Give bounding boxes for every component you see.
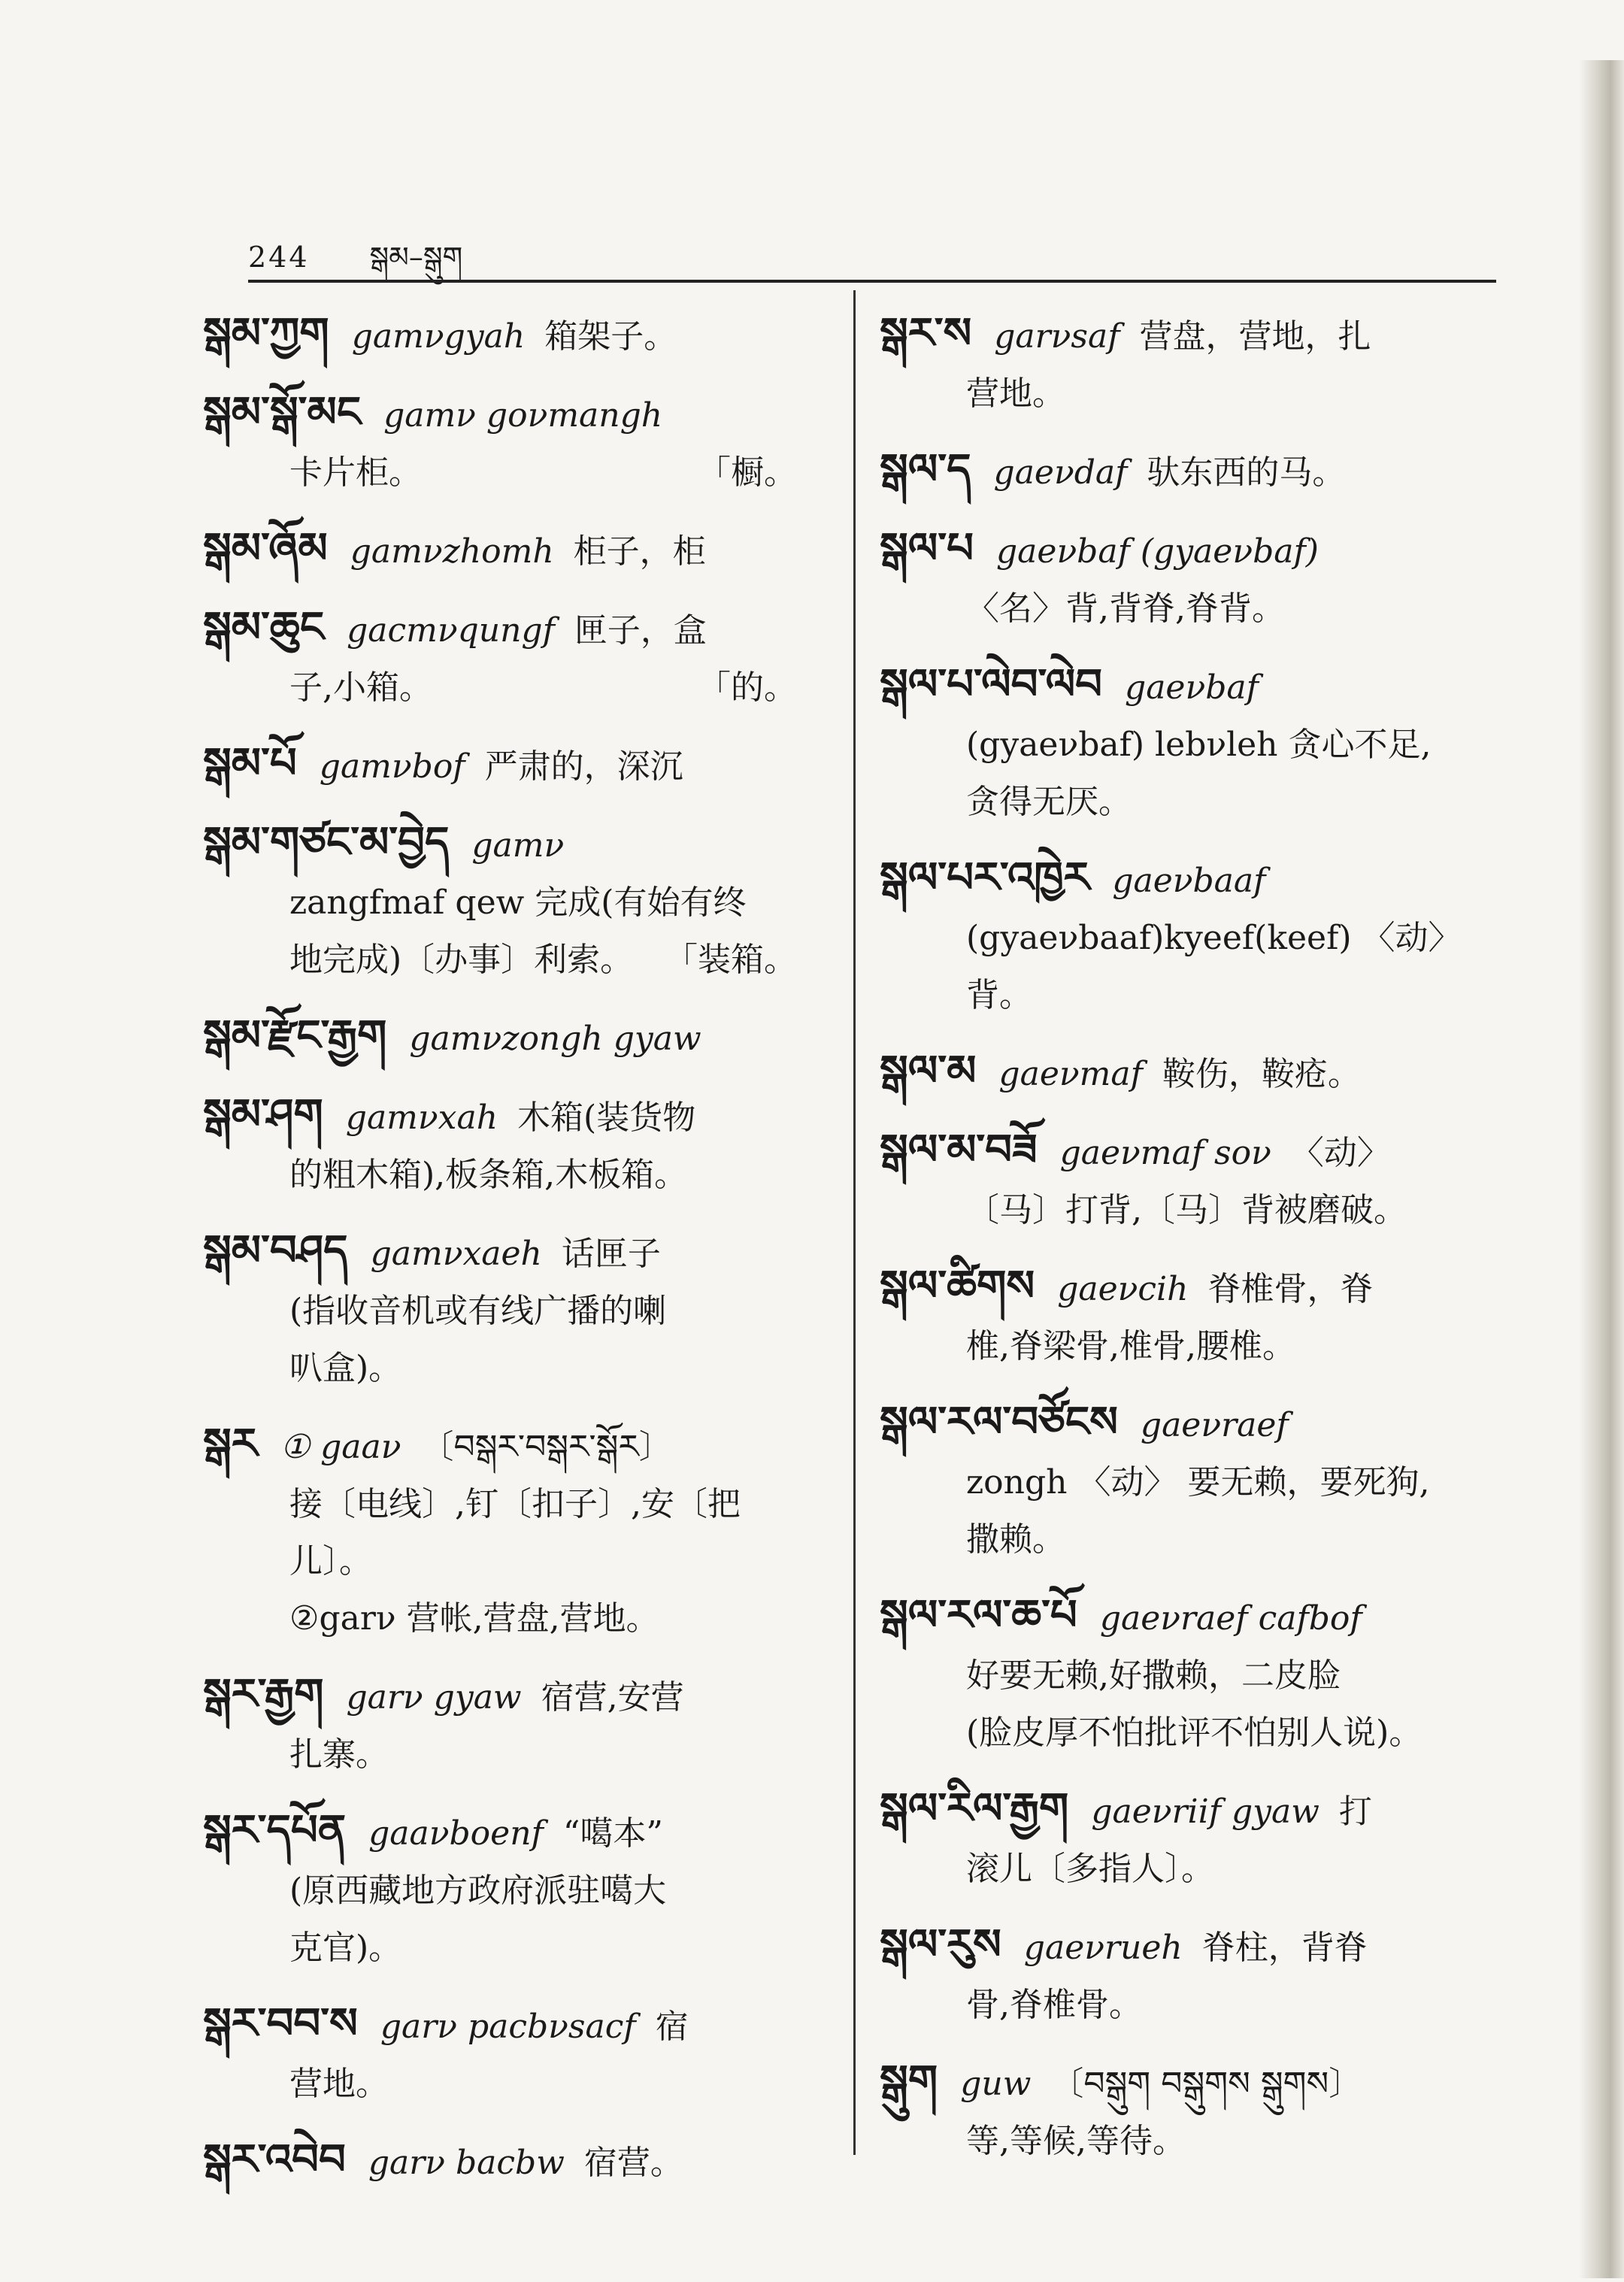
romanization: gaeνmaf soν — [1059, 1134, 1271, 1172]
definition-continued: 克官)。 — [289, 1929, 402, 1967]
definition: 〔马〕打背,〔马〕背被磨破。 — [966, 1191, 1407, 1229]
definition: zongh 〈动〉 要无赖，要死狗, — [966, 1463, 1430, 1502]
tibetan-headword: སྒར་ས — [880, 308, 972, 358]
tibetan-headword: སྒལ་ད — [880, 444, 971, 494]
romanization: guw — [960, 2065, 1032, 2103]
romanization: ① gaaν — [280, 1428, 401, 1466]
dictionary-entry — [880, 1780, 1496, 1898]
dictionary-entry — [880, 2052, 1496, 2170]
definition-continued: 营地。 — [289, 2065, 389, 2103]
romanization: garνsaf — [994, 317, 1120, 356]
definition: 好要无赖,好撒赖，二皮脸 — [966, 1656, 1341, 1695]
definition: 宿营。 — [583, 2144, 683, 2182]
dictionary-entry — [880, 1916, 1496, 2034]
dictionary-entry — [203, 599, 797, 717]
continuation-note: 「的。 — [698, 668, 797, 707]
tibetan-headword: སྒུག — [880, 2056, 938, 2105]
verb-forms: 〔བསྒུག བསྒུགས སྒུགས〕 — [1050, 2065, 1362, 2103]
definition: zangfmaf qew 完成(有始有终 — [289, 883, 747, 922]
dictionary-entry — [203, 1086, 797, 1204]
romanization: gaeνraef — [1140, 1406, 1289, 1444]
dictionary-entry — [203, 1415, 797, 1647]
dictionary-entry — [203, 814, 797, 989]
tibetan-headword: སྒལ་རུས — [880, 1920, 1001, 1969]
running-head: སྒམ–སྒུག — [369, 241, 463, 274]
tibetan-headword: སྒར — [203, 1419, 258, 1468]
romanization: garν gyaw — [346, 1678, 522, 1717]
column-divider — [853, 290, 856, 2155]
romanization: gamνbof — [319, 747, 465, 786]
tibetan-headword: སྒམ་སྒོ་མང — [203, 387, 362, 437]
dictionary-entry — [880, 1121, 1496, 1239]
definition-continued: 子,小箱。 「的。 — [203, 659, 797, 717]
dictionary-entry — [203, 520, 797, 580]
definition: 木箱(装货物 — [517, 1099, 696, 1137]
definition-continued: 叭盒)。 — [289, 1349, 402, 1387]
tibetan-headword: སྒལ་མ་བཟོ — [880, 1125, 1038, 1174]
tibetan-headword: སྒམ་བཤད — [203, 1226, 348, 1275]
tibetan-headword: སྒམ་ཤག — [203, 1089, 323, 1139]
definition-continued: (脸皮厚不怕批评不怕别人说)。 — [966, 1714, 1423, 1752]
tibetan-headword: སྒམ་རྫོང་རྒྱག — [203, 1011, 387, 1060]
definition-continued: 椎,脊梁骨,椎骨,腰椎。 — [966, 1327, 1295, 1365]
definition: (gyaeνbaf) lebνleh 贪心不足, — [966, 726, 1432, 764]
definition: 卡片柜。 「橱。 — [203, 444, 797, 502]
definition: 〈名〉背,背脊,脊背。 — [966, 589, 1285, 628]
part-of-speech: 〈动〉 — [1290, 1134, 1390, 1172]
continuation-note: 「装箱。 — [665, 941, 797, 979]
definition: 柜子，柜 — [573, 532, 706, 571]
right-column — [880, 305, 1496, 2188]
tibetan-headword: སྒལ་རིལ་རྒྱག — [880, 1783, 1069, 1833]
romanization: gaeνmaf — [998, 1055, 1143, 1093]
tibetan-headword: སྒམ་པོ — [203, 738, 297, 788]
romanization: gaeνbaaf — [1112, 862, 1266, 900]
tibetan-headword: སྒར་བབ་ས — [203, 1999, 358, 2048]
romanization: gaeνbaf (gyaeνbaf) — [996, 532, 1319, 571]
page-number: 244 — [248, 241, 310, 274]
definition-continued: 的粗木箱),板条箱,木板箱。 — [289, 1156, 688, 1194]
tibetan-headword: སྒལ་པ་ལེབ་ལེབ — [880, 659, 1103, 709]
definition-continued: 地完成)〔办事〕利索。 「装箱。 — [203, 932, 797, 989]
dictionary-entry — [880, 441, 1496, 502]
tibetan-headword: སྒར་འབེབ — [203, 2135, 346, 2184]
romanization: gaaνboenf — [368, 1814, 544, 1853]
tibetan-headword: སྒལ་རལ་ཆ་པོ — [880, 1590, 1077, 1640]
dictionary-entry — [880, 1257, 1496, 1375]
definition-continued: 撒赖。 — [966, 1520, 1065, 1559]
romanization: gamνzongh gyaw — [409, 1020, 701, 1058]
tibetan-headword: སྒར་རྒྱག — [203, 1669, 324, 1719]
romanization: garν pacbνsacf — [380, 2008, 636, 2046]
definition: 脊椎骨，脊 — [1207, 1270, 1374, 1308]
definition: 驮东西的马。 — [1147, 453, 1346, 492]
definition-continued: 贪得无厌。 — [966, 783, 1132, 821]
tibetan-headword: སྒལ་མ — [880, 1046, 977, 1096]
definition: (gyaeνbaaf)kyeef(keef) 〈动〉 — [966, 919, 1462, 957]
romanization: gamνzhomh — [350, 532, 554, 571]
definition-continued: 背。 — [966, 976, 1032, 1014]
definition: “噶本” — [562, 1814, 663, 1853]
dictionary-entry — [880, 520, 1496, 638]
tibetan-headword: སྒམ་ཀྱག — [203, 308, 329, 358]
definition: 宿 — [655, 2008, 689, 2046]
definition-continued: 骨,脊椎骨。 — [966, 1986, 1142, 2024]
definition-continued: (指收音机或有线广播的喇 — [289, 1292, 667, 1330]
definition: 严肃的，深沉 — [484, 747, 683, 786]
dictionary-entry — [880, 1586, 1496, 1762]
definition-continued: (原西藏地方政府派驻噶大 — [289, 1871, 667, 1910]
continuation-note: 「橱。 — [698, 453, 797, 492]
verb-forms: 〔བསྒར་བསྒར་སྒོར〕 — [420, 1428, 672, 1466]
definition: 打 — [1338, 1793, 1372, 1831]
tibetan-headword: སྒལ་པར་འཁྱེར — [880, 853, 1090, 902]
left-column — [203, 305, 797, 2210]
definition: 匣子，盒 — [574, 611, 707, 650]
definition-continued: ②garν 营帐,营盘,营地。 — [289, 1599, 659, 1638]
dictionary-entry — [203, 383, 797, 502]
romanization: gamνgyah — [351, 317, 526, 356]
header-rule — [248, 280, 1496, 283]
romanization: gamν goνmangh — [383, 396, 663, 435]
page-header — [248, 226, 463, 274]
definition: 营盘，营地，扎 — [1139, 317, 1371, 356]
tibetan-headword: སྒལ་པ — [880, 523, 974, 573]
romanization: gamν — [471, 826, 565, 865]
definition: 接〔电线〕,钉〔扣子〕,安〔把儿〕。 — [289, 1485, 741, 1580]
definition: 箱架子。 — [544, 317, 677, 356]
dictionary-entry — [880, 1393, 1496, 1568]
dictionary-entry — [880, 849, 1496, 1024]
definition-continued: 营地。 — [966, 374, 1065, 413]
romanization: gaeνraef cafbof — [1099, 1599, 1362, 1638]
tibetan-headword: སྒམ་ཞོམ — [203, 523, 328, 573]
definition: 话匣子 — [561, 1235, 661, 1273]
tibetan-headword: སྒམ་ཆུང — [203, 602, 325, 652]
romanization: gamνxah — [345, 1099, 498, 1137]
definition-continued: 扎寨。 — [289, 1735, 389, 1774]
dictionary-entry — [880, 305, 1496, 423]
romanization: garν bacbw — [368, 2144, 565, 2182]
romanization: gaeνbaf — [1125, 668, 1259, 707]
definition-continued: 滚儿〔多指人〕。 — [966, 1850, 1214, 1888]
romanization: gaeνdaf — [993, 453, 1128, 492]
tibetan-headword: སྒལ་ཚིགས — [880, 1261, 1035, 1311]
dictionary-entry — [203, 2131, 797, 2192]
dictionary-entry — [203, 1802, 797, 1977]
dictionary-entry — [203, 1222, 797, 1397]
dictionary-entry — [203, 305, 797, 365]
dictionary-entry — [203, 1665, 797, 1783]
dictionary-entry — [203, 1007, 797, 1068]
romanization: gacmνqungf — [347, 611, 555, 650]
page-edge-shadow — [1579, 60, 1624, 2278]
romanization: gamνxaeh — [370, 1235, 542, 1273]
dictionary-entry — [880, 656, 1496, 831]
tibetan-headword: སྒལ་རལ་བཙོངས — [880, 1397, 1118, 1447]
dictionary-entry — [880, 1042, 1496, 1103]
romanization: gaeνcih — [1057, 1270, 1189, 1308]
dictionary-entry — [203, 735, 797, 796]
definition: 脊柱，背脊 — [1201, 1929, 1368, 1967]
romanization: gaeνrueh — [1023, 1929, 1183, 1967]
dictionary-entry — [203, 1995, 797, 2113]
tibetan-headword: སྒར་དཔོན — [203, 1805, 347, 1855]
romanization: gaeνriif gyaw — [1091, 1793, 1320, 1831]
definition: 鞍伤，鞍疮。 — [1162, 1055, 1361, 1093]
tibetan-headword: སྒམ་གཙང་མ་བྱེད — [203, 817, 450, 867]
definition: 宿营,安营 — [541, 1678, 684, 1717]
definition: 等,等候,等待。 — [966, 2122, 1186, 2160]
